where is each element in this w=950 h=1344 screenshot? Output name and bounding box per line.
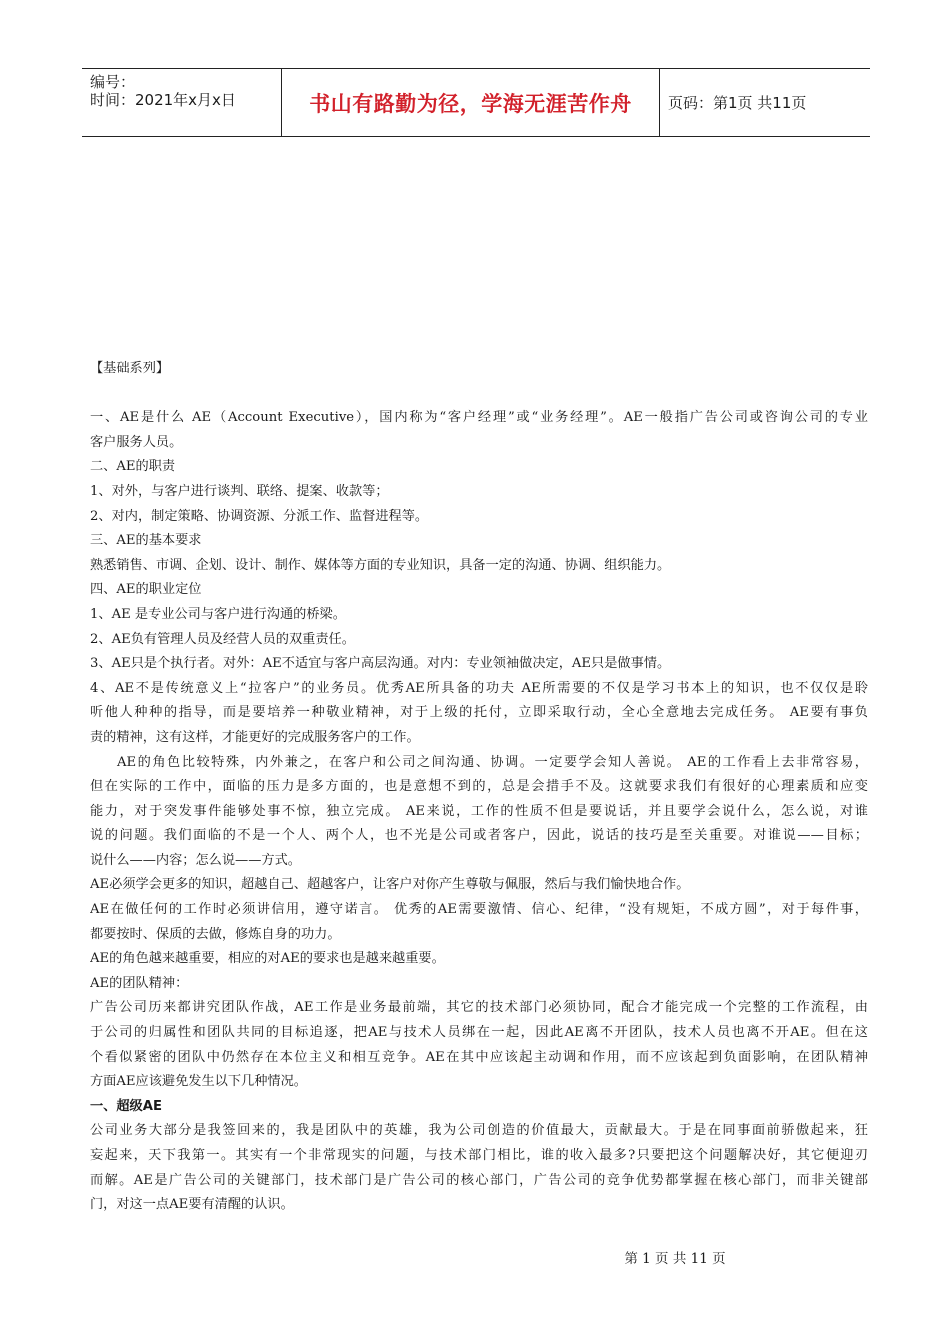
paragraph-line: AE在做任何的工作时必须讲信用，遵守诺言。 优秀的AE需要激情、信心、纪律，“没有规矩，不成方圆”，对于每件事， bbox=[90, 902, 868, 918]
header-motto: 书山有路勤为径，学海无涯苦作舟 bbox=[282, 69, 660, 136]
paragraph-line: 广告公司历来都讲究团队作战，AE工作是业务最前端，其它的技术部门必须协同，配合才能完成一个完整的工作流程，由 bbox=[90, 1000, 868, 1016]
paragraph-line: 一、AE是什么 AE（Account Executive），国内称为“客户经理”或“业务经理”。AE一般指广告公司或咨询公司的专业 bbox=[90, 410, 868, 426]
paragraph-line: 说的问题。我们面临的不是一个人、两个人，也不光是公司或者客户，因此，说话的技巧是至关重要。对谁说——目标； bbox=[90, 828, 868, 844]
paragraph-line: 2、AE负有管理人员及经营人员的双重责任。 bbox=[90, 631, 355, 647]
paragraph-line: AE的团队精神： bbox=[90, 975, 189, 991]
page-footer: 第 1 页 共 11 页 bbox=[624, 1251, 726, 1267]
paragraph-line: 妄起来，天下我第一。其实有一个非常现实的问题，与技术部门相比，谁的收入最多?只要把这个问题解决好，其它便迎刃 bbox=[90, 1148, 868, 1163]
document-number-label: 编号： bbox=[90, 73, 136, 91]
paragraph-line: 说什么——内容；怎么说——方式。 bbox=[90, 852, 301, 868]
paragraph-line: 而解。AE是广告公司的关键部门，技术部门是广告公司的核心部门，广告公司的竞争优势都掌握在核心部门，而非关键部 bbox=[90, 1172, 868, 1188]
paragraph-line: 客户服务人员。 bbox=[90, 434, 183, 450]
paragraph-line: 1、AE 是专业公司与客户进行沟通的桥梁。 bbox=[90, 606, 346, 622]
paragraph-line: 熟悉销售、市调、企划、设计、制作、媒体等方面的专业知识，具备一定的沟通、协调、组织能力。 bbox=[90, 557, 671, 573]
paragraph-line: 1、对外，与客户进行谈判、联络、提案、收款等； bbox=[90, 483, 389, 499]
document-date: 时间：2021年x月x日 bbox=[90, 91, 236, 109]
page-header bbox=[82, 68, 870, 137]
subsection-heading: 一、超级AE bbox=[90, 1098, 162, 1114]
header-page-info: 页码：第1页 共11页 bbox=[668, 94, 807, 112]
paragraph-line: 责的精神，这有这样，才能更好的完成服务客户的工作。 bbox=[90, 729, 420, 745]
blank-line bbox=[90, 382, 868, 407]
section-heading: 三、AE的基本要求 bbox=[90, 533, 202, 549]
paragraph-line: 4、AE不是传统意义上“拉客户”的业务员。优秀AE所具备的功夫 AE所需要的不仅是学习书本上的知识，也不仅仅是聆 bbox=[90, 680, 868, 696]
paragraph-line: 方面AE应该避免发生以下几种情况。 bbox=[90, 1074, 307, 1090]
paragraph-line: 能力，对于突发事件能够处事不惊，独立完成。 AE来说，工作的性质不但是要说话，并且要学会说什么，怎么说，对谁 bbox=[90, 803, 868, 819]
paragraph-line: 但在实际的工作中，面临的压力是多方面的，也是意想不到的，总是会措手不及。这就要求我们有很好的心理素质和应变 bbox=[90, 779, 868, 795]
section-heading: 二、AE的职责 bbox=[90, 459, 176, 475]
paragraph-line: AE必须学会更多的知识，超越自己、超越客户，让客户对你产生尊敬与佩服，然后与我们愉快地合作。 bbox=[90, 877, 690, 893]
paragraph-line: 听他人种种的指导，而是要培养一种敬业精神，对于上级的托付，立即采取行动，全心全意地去完成任务。 AE要有事负 bbox=[90, 705, 868, 721]
paragraph-line: 个看似紧密的团队中仍然存在本位主义和相互竞争。AE在其中应该起主动调和作用，而不应该起到负面影响，在团队精神 bbox=[90, 1049, 868, 1065]
section-title: 【基础系列】 bbox=[90, 361, 170, 376]
paragraph-line: 2、对内，制定策略、协调资源、分派工作、监督进程等。 bbox=[90, 508, 429, 524]
paragraph-line: AE的角色比较特殊，内外兼之，在客户和公司之间沟通、协调。一定要学会知人善说。 AE的工作看上去非常容易， bbox=[117, 754, 868, 770]
paragraph-line: 3、AE只是个执行者。对外：AE不适宜与客户高层沟通。对内：专业领袖做决定，AE只是做事情。 bbox=[90, 656, 671, 672]
paragraph-line: AE的角色越来越重要，相应的对AE的要求也是越来越重要。 bbox=[90, 951, 445, 967]
paragraph-line: 门，对这一点AE要有清醒的认识。 bbox=[90, 1197, 294, 1213]
document-body bbox=[90, 357, 868, 1218]
paragraph-line: 于公司的归属性和团队共同的目标追逐，把AE与技术人员绑在一起，因此AE离不开团队，技术人员也离不开AE。但在这 bbox=[90, 1025, 868, 1041]
section-heading: 四、AE的职业定位 bbox=[90, 582, 202, 598]
paragraph-line: 公司业务大部分是我签回来的，我是团队中的英雄，我为公司创造的价值最大，贡献最大。于是在同事面前骄傲起来，狂 bbox=[90, 1123, 868, 1139]
paragraph-line: 都要按时、保质的去做，修炼自身的功力。 bbox=[90, 926, 341, 942]
header-meta bbox=[82, 69, 282, 136]
